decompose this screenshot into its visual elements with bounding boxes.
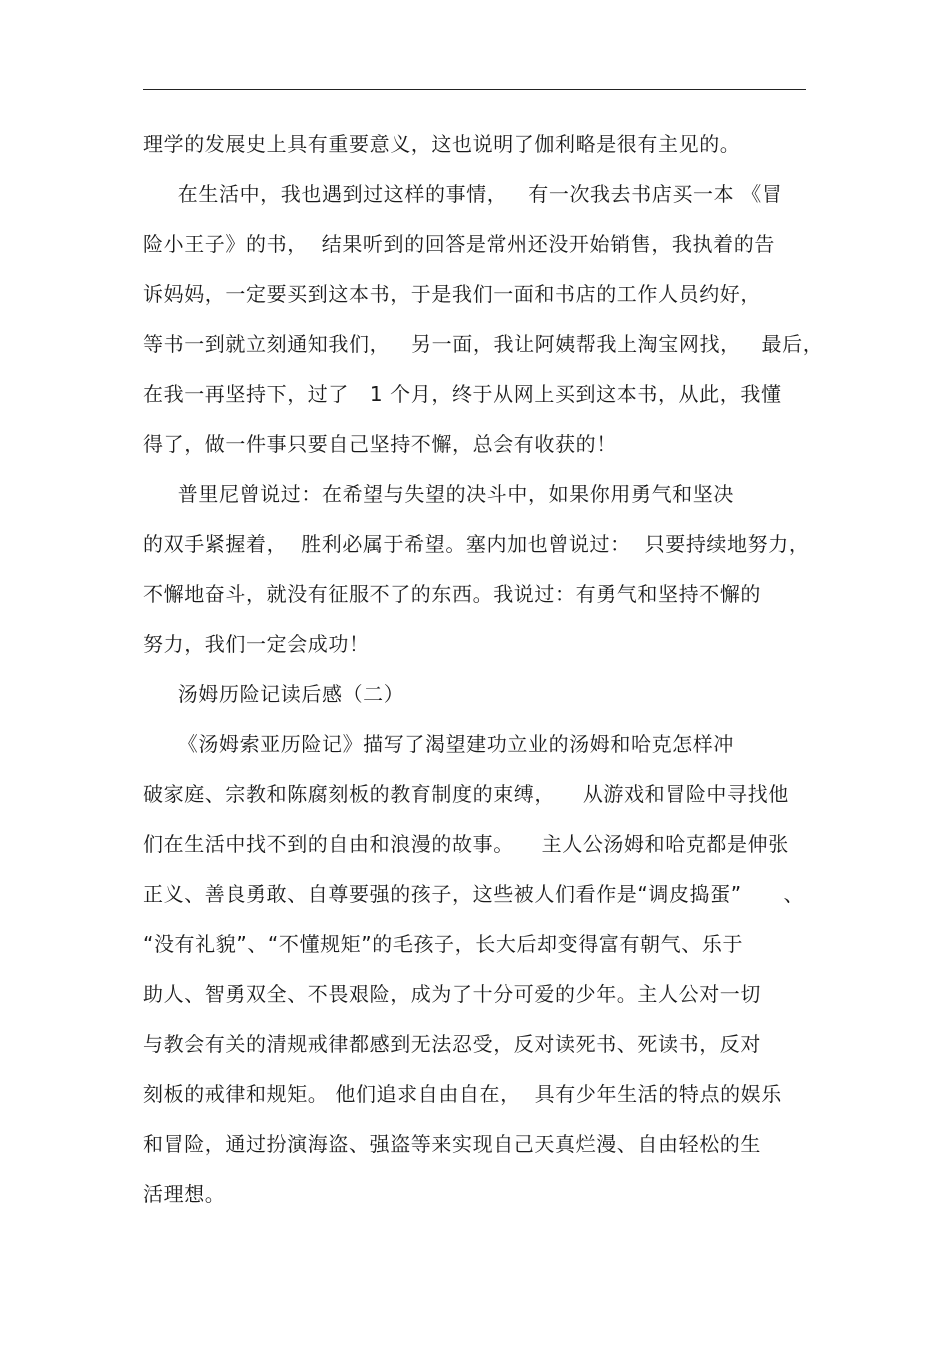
text-line: 努力，我们一定会成功！	[143, 632, 370, 656]
text-line: 险小王子》的书， 结果听到的回答是常州还没开始销售，我执着的告	[143, 232, 775, 256]
text-line: 的双手紧握着， 胜利必属于希望。塞内加也曾说过： 只要持续地努力，	[143, 532, 810, 556]
text-line: 得了，做一件事只要自己坚持不懈，总会有收获的！	[143, 432, 617, 456]
text-line: 破家庭、宗教和陈腐刻板的教育制度的束缚， 从游戏和冒险中寻找他	[143, 782, 789, 806]
text-line: 在生活中，我也遇到过这样的事情， 有一次我去书店买一本 《冒	[143, 182, 783, 206]
text-line: 等书一到就立刻通知我们， 另一面，我让阿姨帮我上淘宝网找， 最后，	[143, 332, 824, 356]
text-line: 与教会有关的清规戒律都感到无法忍受，反对读死书、死读书，反对	[143, 1032, 761, 1056]
text-line: 普里尼曾说过：在希望与失望的决斗中，如果你用勇气和坚决	[143, 482, 734, 506]
header-rule	[143, 89, 806, 90]
text-line: 助人、智勇双全、不畏艰险，成为了十分可爱的少年。主人公对一切	[143, 982, 761, 1006]
text-line: “没有礼貌”、“不懂规矩”的毛孩子，长大后却变得富有朝气、乐于	[143, 932, 744, 956]
text-line: 活理想。	[143, 1182, 226, 1206]
text-line: 《汤姆索亚历险记》描写了渴望建功立业的汤姆和哈克怎样冲	[143, 732, 734, 756]
section-heading: 汤姆历险记读后感（二）	[143, 682, 405, 706]
text-line: 正义、善良勇敢、自尊要强的孩子，这些被人们看作是“调皮捣蛋” 、	[143, 882, 805, 906]
text-line: 诉妈妈，一定要买到这本书，于是我们一面和书店的工作人员约好，	[143, 282, 761, 306]
text-line: 理学的发展史上具有重要意义，这也说明了伽利略是很有主见的。	[143, 132, 741, 156]
text-line: 们在生活中找不到的自由和浪漫的故事。 主人公汤姆和哈克都是伸张	[143, 832, 789, 856]
text-line: 不懈地奋斗，就没有征服不了的东西。我说过：有勇气和坚持不懈的	[143, 582, 761, 606]
text-line: 和冒险，通过扮演海盗、强盗等来实现自己天真烂漫、自由轻松的生	[143, 1132, 761, 1156]
text-line: 在我一再坚持下，过了 1 个月，终于从网上买到这本书，从此，我懂	[143, 382, 782, 406]
text-line: 刻板的戒律和规矩。 他们追求自由自在， 具有少年生活的特点的娱乐	[143, 1082, 782, 1106]
